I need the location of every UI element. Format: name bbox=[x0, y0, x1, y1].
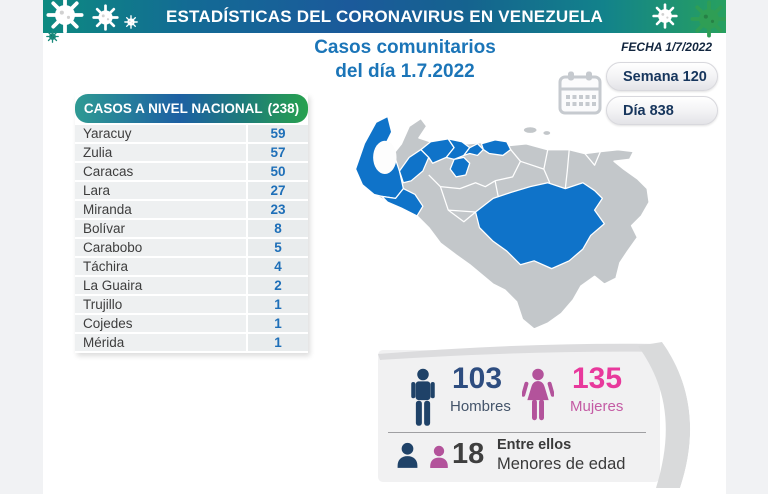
table-body bbox=[75, 125, 308, 351]
female-bust-icon bbox=[427, 445, 451, 469]
state-cases: 23 bbox=[248, 201, 308, 218]
page-left-margin bbox=[0, 0, 43, 494]
state-name: Yaracuy bbox=[75, 125, 246, 142]
map-island bbox=[523, 127, 537, 134]
virus-icon bbox=[46, 0, 84, 34]
page-right-margin bbox=[726, 0, 768, 494]
virus-icon bbox=[46, 30, 59, 43]
men-count: 103 bbox=[452, 362, 503, 395]
state-name: Táchira bbox=[75, 258, 246, 275]
subtitle bbox=[270, 36, 540, 84]
table-row bbox=[75, 125, 308, 142]
table-total: (238) bbox=[267, 101, 300, 116]
state-cases: 1 bbox=[248, 334, 308, 351]
state-name: Bolívar bbox=[75, 220, 246, 237]
national-cases-table bbox=[75, 94, 308, 353]
table-row bbox=[75, 220, 308, 237]
state-cases: 8 bbox=[248, 220, 308, 237]
calendar-icon bbox=[556, 68, 604, 120]
women-count: 135 bbox=[572, 362, 623, 395]
state-name: Lara bbox=[75, 182, 246, 199]
state-cases: 50 bbox=[248, 163, 308, 180]
table-row bbox=[75, 201, 308, 218]
map-island bbox=[543, 131, 551, 136]
day-badge: Día 838 bbox=[606, 96, 718, 125]
male-bust-icon bbox=[394, 442, 421, 469]
state-cases: 59 bbox=[248, 125, 308, 142]
week-badge: Semana 120 bbox=[606, 62, 718, 91]
minors-label-line2: Menores de edad bbox=[497, 455, 626, 473]
men-label: Hombres bbox=[450, 398, 511, 415]
lake-maracaibo bbox=[373, 141, 396, 174]
man-icon bbox=[408, 368, 438, 426]
state-name: Carabobo bbox=[75, 239, 246, 256]
state-cases: 4 bbox=[248, 258, 308, 275]
table-row bbox=[75, 239, 308, 256]
virus-icon bbox=[92, 4, 119, 31]
table-row bbox=[75, 277, 308, 294]
virus-icon bbox=[652, 3, 678, 29]
table-row bbox=[75, 315, 308, 332]
state-cases: 2 bbox=[248, 277, 308, 294]
table-row bbox=[75, 163, 308, 180]
minors-label-line1: Entre ellos bbox=[497, 437, 572, 453]
state-cases: 1 bbox=[248, 296, 308, 313]
state-cases: 5 bbox=[248, 239, 308, 256]
map-highlighted-region bbox=[450, 157, 470, 177]
state-name: Miranda bbox=[75, 201, 246, 218]
state-name: Mérida bbox=[75, 334, 246, 351]
state-cases: 27 bbox=[248, 182, 308, 199]
date-label: FECHA 1/7/2022 bbox=[621, 40, 712, 54]
table-header bbox=[75, 94, 308, 123]
virus-icon bbox=[124, 15, 138, 29]
table-row bbox=[75, 258, 308, 275]
panel-divider bbox=[388, 432, 646, 433]
state-cases: 1 bbox=[248, 315, 308, 332]
table-row bbox=[75, 144, 308, 161]
state-name: Trujillo bbox=[75, 296, 246, 313]
state-cases: 57 bbox=[248, 144, 308, 161]
state-name: Zulia bbox=[75, 144, 246, 161]
venezuela-map bbox=[335, 93, 661, 333]
table-row bbox=[75, 296, 308, 313]
table-row bbox=[75, 182, 308, 199]
header-band bbox=[43, 0, 726, 33]
state-name: La Guaira bbox=[75, 277, 246, 294]
state-name: Caracas bbox=[75, 163, 246, 180]
minors-count: 18 bbox=[452, 438, 485, 470]
virus-icon bbox=[690, 0, 728, 38]
page-title: ESTADÍSTICAS DEL CORONAVIRUS EN VENEZUELA bbox=[165, 6, 604, 26]
table-title: CASOS A NIVEL NACIONAL bbox=[83, 101, 263, 116]
subtitle-line1: Casos comunitarios bbox=[314, 37, 496, 58]
minors-icons bbox=[394, 442, 451, 469]
woman-icon bbox=[522, 368, 554, 422]
state-name: Cojedes bbox=[75, 315, 246, 332]
women-label: Mujeres bbox=[570, 398, 624, 415]
subtitle-line2: del día 1.7.2022 bbox=[335, 61, 475, 82]
table-row bbox=[75, 334, 308, 351]
